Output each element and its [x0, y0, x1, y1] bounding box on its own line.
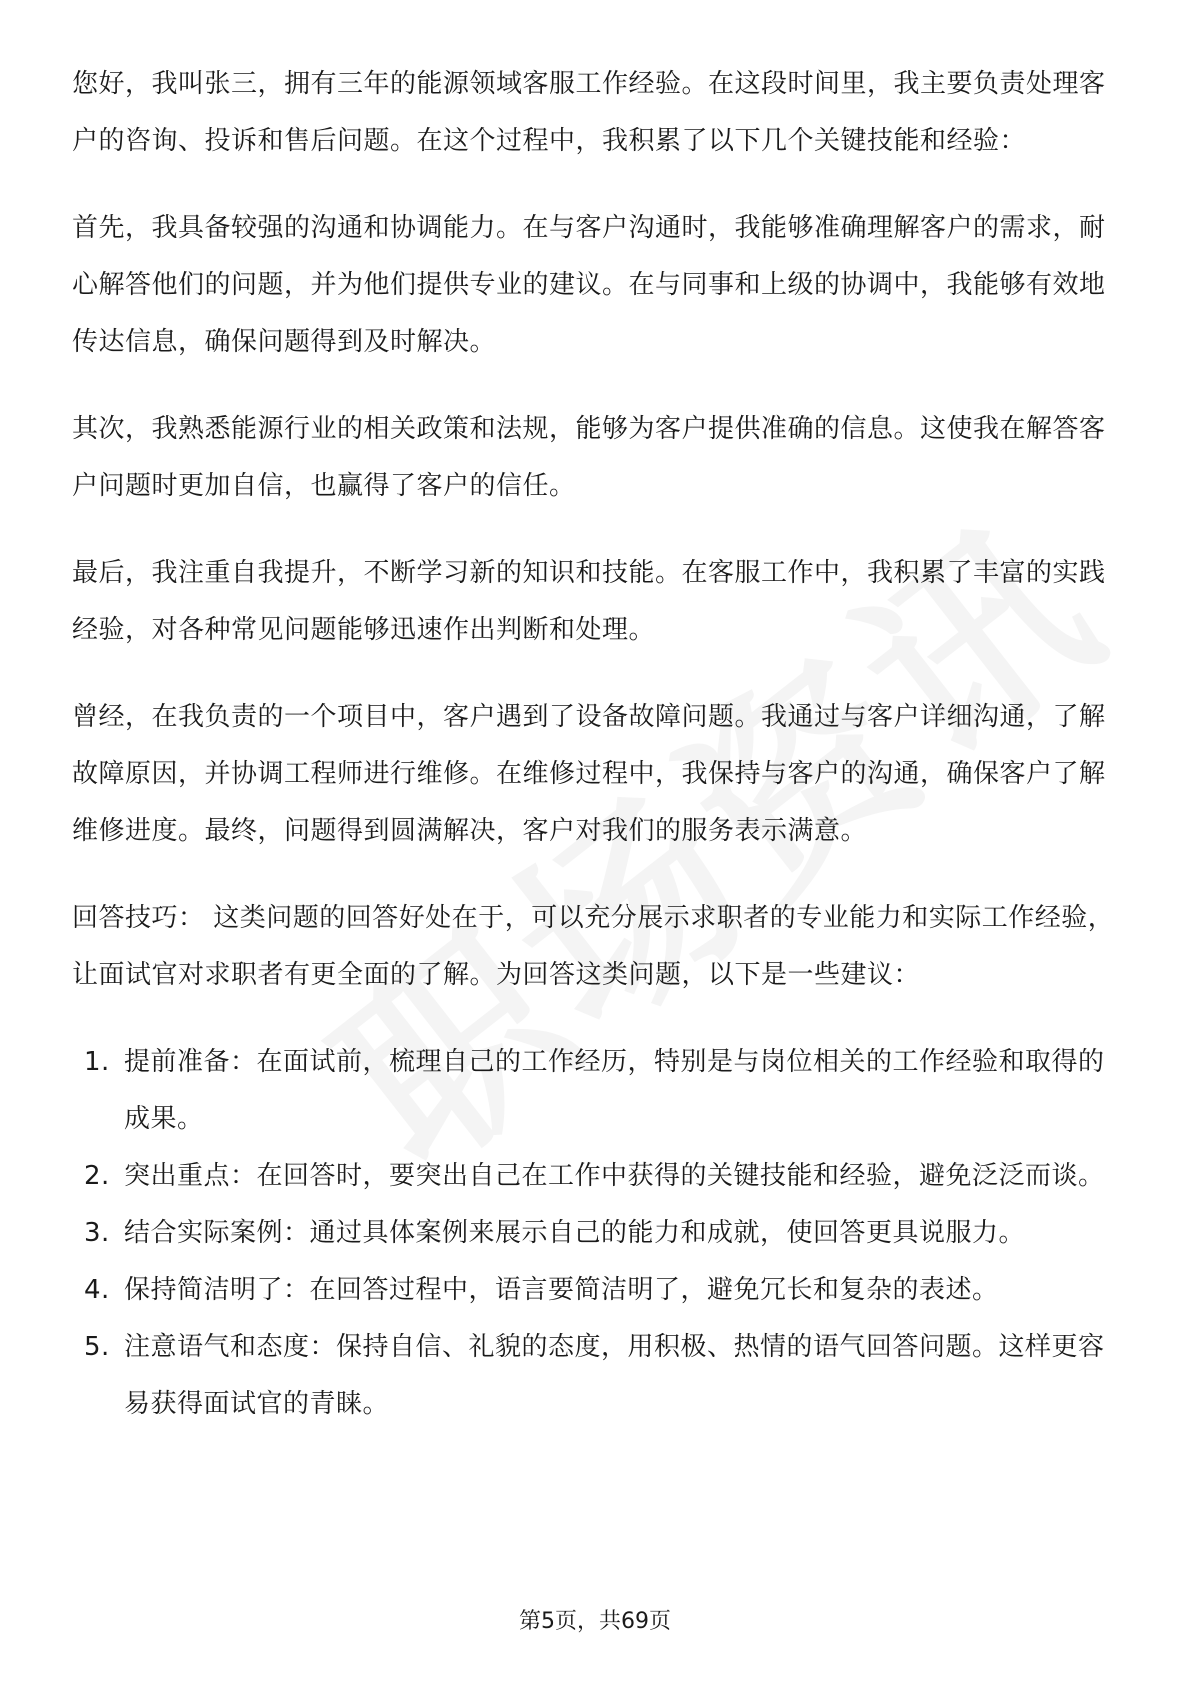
- list-item: [72, 1148, 1122, 1205]
- list-item-text: 保持简洁明了：在回答过程中，语言要简洁明了，避免冗长和复杂的表述。: [124, 1275, 999, 1305]
- list-item-number: 4.: [84, 1275, 110, 1305]
- list-item-text: 突出重点：在回答时，要突出自己在工作中获得的关键技能和经验，避免泛泛而谈。: [124, 1161, 1105, 1191]
- list-item: [72, 1205, 1122, 1262]
- list-item: [72, 1262, 1122, 1319]
- page-footer: 第5页，共69页: [519, 1609, 671, 1634]
- list-item-number: 2.: [84, 1161, 110, 1191]
- paragraph-policy: 其次，我熟悉能源行业的相关政策和法规，能够为客户提供准确的信息。这使我在解答客户问题时更加自信，也赢得了客户的信任。: [72, 414, 1106, 501]
- list-item-number: 5.: [84, 1332, 110, 1362]
- tips-list: [72, 1034, 1122, 1433]
- list-item-text: 结合实际案例：通过具体案例来展示自己的能力和成就，使回答更具说服力。: [124, 1218, 1026, 1248]
- list-item-number: 1.: [84, 1047, 110, 1077]
- paragraph-tips-intro: 回答技巧： 这类问题的回答好处在于，可以充分展示求职者的专业能力和实际工作经验，让面试官对求职者有更全面的了解。为回答这类问题，以下是一些建议：: [72, 903, 1115, 990]
- list-item: [72, 1319, 1122, 1433]
- paragraph-self-improvement: 最后，我注重自我提升，不断学习新的知识和技能。在客服工作中，我积累了丰富的实践经验，对各种常见问题能够迅速作出判断和处理。: [72, 558, 1106, 645]
- list-item: [72, 1034, 1122, 1148]
- list-item-number: 3.: [84, 1218, 110, 1248]
- document-body: [72, 56, 1122, 1433]
- paragraph-intro: 您好，我叫张三，拥有三年的能源领域客服工作经验。在这段时间里，我主要负责处理客户的咨询、投诉和售后问题。在这个过程中，我积累了以下几个关键技能和经验：: [72, 69, 1106, 156]
- paragraph-communication: 首先，我具备较强的沟通和协调能力。在与客户沟通时，我能够准确理解客户的需求，耐心解答他们的问题，并为他们提供专业的建议。在与同事和上级的协调中，我能够有效地传达信息，确保问题得到及时解决。: [72, 213, 1106, 357]
- paragraph-case: 曾经，在我负责的一个项目中，客户遇到了设备故障问题。我通过与客户详细沟通，了解故障原因，并协调工程师进行维修。在维修过程中，我保持与客户的沟通，确保客户了解维修进度。最终，问题得到圆满解决，客户对我们的服务表示满意。: [72, 702, 1106, 846]
- list-item-text: 注意语气和态度：保持自信、礼貌的态度，用积极、热情的语气回答问题。这样更容易获得面试官的青睐。: [124, 1332, 1105, 1419]
- list-item-text: 提前准备：在面试前，梳理自己的工作经历，特别是与岗位相关的工作经验和取得的成果。: [124, 1047, 1105, 1134]
